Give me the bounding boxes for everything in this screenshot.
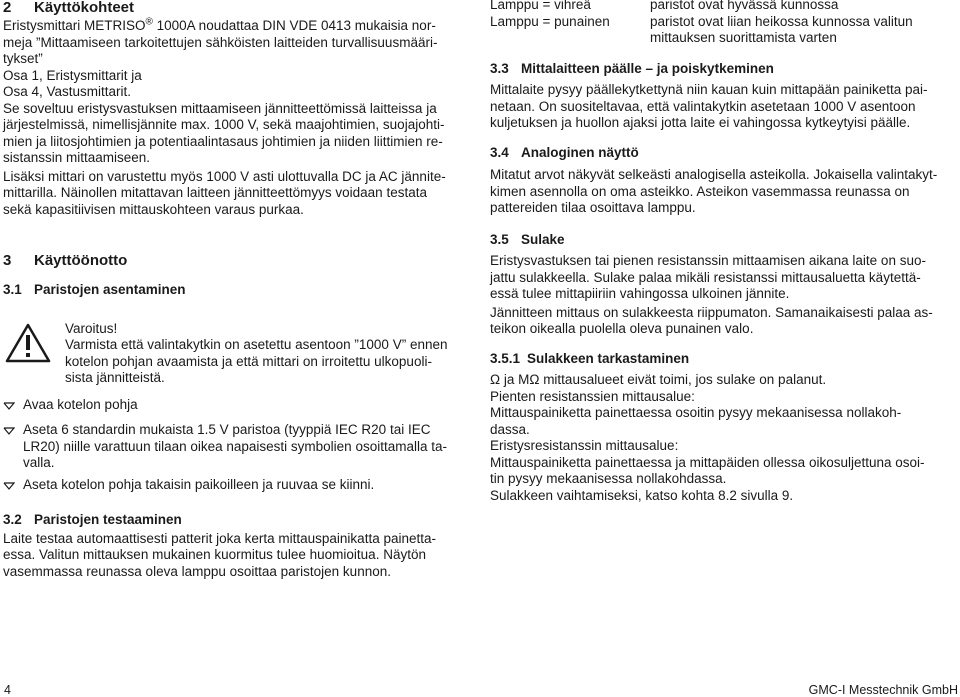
section-3-4-number: 3.4 <box>490 144 509 160</box>
warning-title: Varoitus! <box>65 320 118 336</box>
s33-paragraph <box>490 82 950 132</box>
lamp-green-meaning: paristot ovat hyvässä kunnossa <box>650 0 839 12</box>
arrow-bullet-icon <box>3 402 15 410</box>
arrow-bullet-icon <box>3 482 15 490</box>
s2-paragraph-2 <box>3 101 471 167</box>
lamp-red-row <box>490 14 950 47</box>
s32-line3: vasemmassa reunassa oleva lamppu osoittaa paristojen kunnon. <box>3 563 391 579</box>
s35-p1-line2: jattu sulakkeella. Sulake palaa mikäli resistanssi mittausaluetta käytettä- <box>490 269 921 285</box>
section-3-5-title: Sulake <box>521 231 565 247</box>
company-name: GMC-I Messtechnik GmbH <box>808 683 958 697</box>
s2-paragraph-3 <box>3 169 471 219</box>
s2-p1-line1a: Eristysmittari METRISO <box>3 18 146 33</box>
page-footer <box>0 683 960 697</box>
s351-line6: Mittauspainiketta painettaessa ja mittapäiden ollessa oikosuljettuna osoi- <box>490 454 925 470</box>
warning-line1: Varmista että valintakytkin on asetettu asentoon ”1000 V” ennen <box>65 337 448 352</box>
s34-line2: kimen asennolla on oma asteikko. Asteikon vasemmassa reunassa on <box>490 183 910 199</box>
warning-box <box>3 321 471 387</box>
section-2-heading <box>3 0 471 17</box>
s33-line3: kuljetuksen ja huollon ajaksi jotta laite ei vahingossa kytkeytyisi päälle. <box>490 115 911 130</box>
s2-p2-line2: järjestelmissä, nimellisjännite max. 1000 V, sekä maajohtimien, suojajohti- <box>3 117 445 132</box>
s32-line2: essa. Valitun mittauksen mukainen kuormitus tulee huomioitua. Näytön <box>3 547 426 562</box>
s2-p1-line5: Osa 4, Vastusmittarit. <box>3 84 132 99</box>
s2-paragraph-1 <box>3 18 471 101</box>
s34-line1: Mitatut arvot näkyvät selkeästi analogisella asteikolla. Jokaisella valintakyt- <box>490 167 938 182</box>
lamp-red-label: Lamppu = punainen <box>490 13 610 29</box>
lamp-red-line1: paristot ovat liian heikossa kunnossa valitun <box>650 13 913 29</box>
s351-line5: Eristysresistanssin mittausalue: <box>490 438 679 453</box>
s2-p3-line2: mittarilla. Näinollen mitattavan laitteen jännitteettömyys voidaan testata <box>3 185 427 200</box>
s33-line1: Mittalaite pysyy päällekytkettynä niin kauan kuin mittapään painiketta pai- <box>490 82 928 97</box>
s32-paragraph <box>3 531 471 581</box>
section-3-5-number: 3.5 <box>490 231 509 247</box>
section-3-4-title: Analoginen näyttö <box>521 144 639 160</box>
section-3-3-heading <box>490 61 950 78</box>
s35-p1-line3: essä tulee mittapiiriin vahingossa ulkoinen jännite. <box>490 286 790 301</box>
s2-p1-line1b: 1000A noudattaa DIN VDE 0413 mukaisia nor- <box>152 18 436 33</box>
s32-line1: Laite testaa automaattisesti patterit joka kerta mittauspainikatta painetta- <box>3 530 436 546</box>
section-3-heading <box>3 252 471 270</box>
section-3-3-number: 3.3 <box>490 60 509 76</box>
section-2-title: Käyttökohteet <box>34 0 135 16</box>
left-column <box>3 0 471 580</box>
arrow-bullet-icon <box>3 427 15 435</box>
section-3-2-number: 3.2 <box>3 512 22 527</box>
s35-p1-line1: Eristysvastuksen tai pienen resistanssin mittaamisen aikana laite on suo- <box>490 253 926 268</box>
section-3-5-1-number: 3.5.1 <box>490 350 521 366</box>
s34-paragraph <box>490 167 950 217</box>
section-3-5-1-heading <box>490 351 950 368</box>
section-3-1-heading <box>3 282 471 299</box>
step-2-line1: Aseta 6 standardin mukaista 1.5 V paristoa (tyyppiä IEC R20 tai IEC <box>23 422 431 437</box>
s351-line8: Sulakkeen vaihtamiseksi, katso kohta 8.2 sivulla 9. <box>490 487 794 503</box>
section-2-number: 2 <box>3 0 12 16</box>
s351-line3: Mittauspainiketta painettaessa osoitin pysyy mekaanisessa nollakoh- <box>490 405 902 420</box>
s351-line1: Ω ja MΩ mittausalueet eivät toimi, jos sulake on palanut. <box>490 372 827 387</box>
warning-line2: kotelon pohjan avaamista ja että mittari on irroitettu ulkopuoli- <box>65 353 432 369</box>
s351-paragraph <box>490 372 950 504</box>
step-open-case <box>3 397 471 414</box>
section-3-3-title: Mittalaitteen päälle – ja poiskytkeminen <box>521 60 774 76</box>
s35-paragraph-2 <box>490 305 950 338</box>
s35-p2-line1: Jännitteen mittaus on sulakkeesta riippumaton. Samanaikaisesti palaa as- <box>490 304 933 320</box>
registered-mark: ® <box>145 16 153 28</box>
step-3-text: Aseta kotelon pohja takaisin paikoilleen ja ruuvaa se kiinni. <box>23 476 375 492</box>
lamp-red-line2: mittauksen suorittamista varten <box>650 30 837 45</box>
s2-p2-line3: mien ja liitosjohtimien ja potentiaalintasaus johtimien ja niiden liittimien re- <box>3 133 443 149</box>
warning-text <box>65 337 471 387</box>
s2-p2-line4: sistanssin mittaamiseen. <box>3 150 151 165</box>
step-2-line3: valla. <box>23 455 55 470</box>
section-3-title: Käyttöönotto <box>34 252 128 269</box>
warning-triangle-icon <box>5 323 51 363</box>
section-3-1-title: Paristojen asentaminen <box>34 282 186 297</box>
lamp-red-meaning <box>650 14 950 47</box>
page-number: 4 <box>4 683 11 697</box>
section-3-number: 3 <box>3 252 12 269</box>
s2-p3-line1: Lisäksi mittari on varustettu myös 1000 V asti ulottuvalla DC ja AC jännite- <box>3 168 446 184</box>
s34-line3: pattereiden tilaa osoittava lamppu. <box>490 200 696 215</box>
section-3-5-heading <box>490 232 950 249</box>
step-2-text <box>23 422 471 472</box>
lamp-green-row <box>490 0 950 14</box>
s2-p3-line3: sekä kapasitiivisen mittauskohteen varaus purkaa. <box>3 201 304 217</box>
lamp-green-label: Lamppu = vihreä <box>490 0 591 12</box>
section-3-1-number: 3.1 <box>3 282 22 297</box>
step-insert-batteries <box>3 422 471 472</box>
s351-line7: tin pysyy mekaanisessa nollakohdassa. <box>490 471 727 486</box>
section-3-4-heading <box>490 145 950 162</box>
s2-p1-line3: tykset” <box>3 51 43 66</box>
s351-line2: Pienten resistanssien mittausalue: <box>490 388 695 404</box>
s2-p1-line4: Osa 1, Eristysmittarit ja <box>3 67 142 83</box>
right-column <box>490 0 950 504</box>
step-1-text: Avaa kotelon pohja <box>23 396 138 412</box>
s2-p1-line2: meja ”Mittaamiseen tarkoitettujen sähköisten laitteiden turvallisuusmääri- <box>3 34 438 50</box>
section-3-2-title: Paristojen testaaminen <box>34 512 182 527</box>
section-3-2-heading <box>3 512 471 529</box>
s35-paragraph-1 <box>490 253 950 303</box>
s351-line4: dassa. <box>490 421 530 437</box>
step-close-case <box>3 477 471 494</box>
s33-line2: netaan. On suositeltavaa, että valintakytkin asetetaan 1000 V asentoon <box>490 98 916 114</box>
step-2-line2: LR20) niille varattuun tilaan oikea napaisesti symbolien osoittamalla ta- <box>23 438 447 454</box>
s2-p2-line1: Se soveltuu eristysvastuksen mittaamiseen jännitteettömissä laitteissa ja <box>3 100 437 116</box>
s35-p2-line2: teikon oikealla puolella oleva punainen valo. <box>490 321 754 336</box>
section-3-5-1-title: Sulakkeen tarkastaminen <box>527 350 690 366</box>
warning-line3: sista jännitteistä. <box>65 370 165 385</box>
